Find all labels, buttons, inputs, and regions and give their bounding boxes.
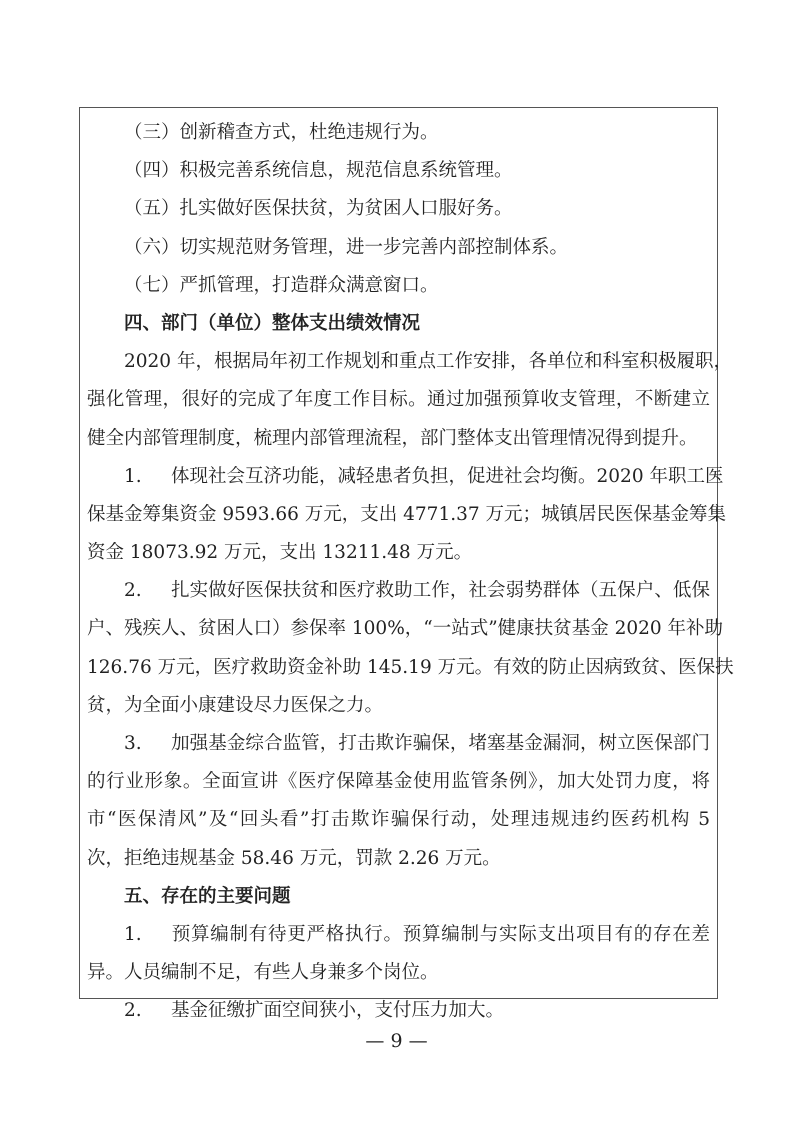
line-text: 扎实做好医保扶贫和医疗救助工作，社会弱势群体（五保户、低保 bbox=[171, 580, 710, 602]
text-line bbox=[87, 992, 710, 1030]
line-text: 异。人员编制不足，有些人身兼多个岗位。 bbox=[87, 962, 439, 984]
paragraph bbox=[87, 572, 734, 725]
text-line bbox=[87, 801, 710, 839]
section-heading bbox=[87, 878, 710, 916]
text-line bbox=[87, 916, 710, 954]
text-line bbox=[87, 305, 710, 343]
line-text: （六）切实规范财务管理，进一步完善内部控制体系。 bbox=[124, 236, 569, 258]
line-text: 五、存在的主要问题 bbox=[124, 885, 291, 907]
line-text: （七）严抓管理，打造群众满意窗口。 bbox=[124, 274, 439, 296]
text-line bbox=[87, 420, 710, 458]
line-text: 的行业形象。全面宣讲《医疗保障基金使用监管条例》，加大处罚力度，将 bbox=[87, 771, 710, 793]
text-line bbox=[87, 572, 710, 610]
paragraph bbox=[87, 992, 710, 1030]
text-line bbox=[87, 954, 710, 992]
item-number: 2. bbox=[124, 580, 142, 602]
sub-item bbox=[87, 114, 710, 152]
line-text: 保基金筹集资金 9593.66 万元，支出 4771.37 万元；城镇居民医保基金筹集 bbox=[87, 503, 727, 525]
paragraph bbox=[87, 725, 710, 878]
sub-item bbox=[87, 190, 710, 228]
text-line bbox=[87, 878, 710, 916]
line-text: 健全内部管理制度，梳理内部管理流程，部门整体支出管理情况得到提升。 bbox=[87, 427, 698, 449]
text-line bbox=[87, 687, 710, 725]
line-text: 户、残疾人、贫困人口）参保率 100%，“一站式”健康扶贫基金 2020 年补助 bbox=[87, 618, 724, 640]
section-heading bbox=[87, 305, 710, 343]
text-line bbox=[87, 343, 732, 381]
paragraph bbox=[87, 343, 732, 458]
text-line bbox=[87, 267, 710, 305]
sub-item bbox=[87, 267, 710, 305]
text-line bbox=[87, 840, 710, 878]
line-text: 预算编制有待更严格执行。预算编制与实际支出项目有的存在差 bbox=[171, 923, 710, 945]
line-text: 126.76 万元，医疗救助资金补助 145.19 万元。有效的防止因病致贫、医保扶 bbox=[87, 656, 734, 678]
line-text: 加强基金综合监管，打击欺诈骗保，堵塞基金漏洞，树立医保部门 bbox=[171, 733, 710, 754]
text-line bbox=[87, 649, 734, 687]
page-number: — 9 — bbox=[365, 1030, 428, 1052]
text-line bbox=[87, 725, 710, 763]
item-number: 1. bbox=[124, 465, 142, 487]
line-text: （五）扎实做好医保扶贫，为贫困人口服好务。 bbox=[124, 198, 513, 220]
line-text: 体现社会互济功能，减轻患者负担，促进社会均衡。2020 年职工医 bbox=[171, 465, 724, 487]
text-line bbox=[87, 229, 710, 267]
item-number: 1. bbox=[124, 923, 142, 945]
text-line bbox=[87, 114, 710, 152]
line-text: 贫，为全面小康建设尽力医保之力。 bbox=[87, 694, 384, 716]
line-text: （三）创新稽查方式，杜绝违规行为。 bbox=[124, 122, 439, 143]
text-line bbox=[87, 381, 710, 419]
text-line bbox=[87, 763, 710, 801]
text-line bbox=[87, 610, 724, 648]
line-text: （四）积极完善系统信息，规范信息系统管理。 bbox=[124, 160, 513, 182]
text-line bbox=[87, 458, 724, 496]
line-text: 次，拒绝违规基金 58.46 万元，罚款 2.26 万元。 bbox=[87, 847, 501, 869]
text-line bbox=[87, 152, 710, 190]
paragraph bbox=[87, 916, 710, 992]
text-line bbox=[87, 496, 727, 534]
line-text: 强化管理，很好的完成了年度工作目标。通过加强预算收支管理，不断建立 bbox=[87, 389, 710, 411]
line-text: 2020 年，根据局年初工作规划和重点工作安排，各单位和科室积极履职， bbox=[124, 351, 732, 373]
paragraph bbox=[87, 458, 727, 573]
text-line bbox=[87, 190, 710, 228]
line-text: 基金征缴扩面空间狭小，支付压力加大。 bbox=[171, 1000, 505, 1022]
line-text: 四、部门（单位）整体支出绩效情况 bbox=[124, 312, 421, 334]
item-number: 3. bbox=[124, 733, 142, 754]
sub-item bbox=[87, 229, 710, 267]
item-number: 2. bbox=[124, 1000, 142, 1022]
line-text: 市“医保清风”及“回头看”打击欺诈骗保行动，处理违规违约医药机构 5 bbox=[87, 809, 710, 831]
text-line bbox=[87, 534, 710, 572]
line-text: 资金 18073.92 万元，支出 13211.48 万元。 bbox=[87, 542, 473, 564]
sub-item bbox=[87, 152, 710, 190]
document-body bbox=[87, 114, 734, 1031]
